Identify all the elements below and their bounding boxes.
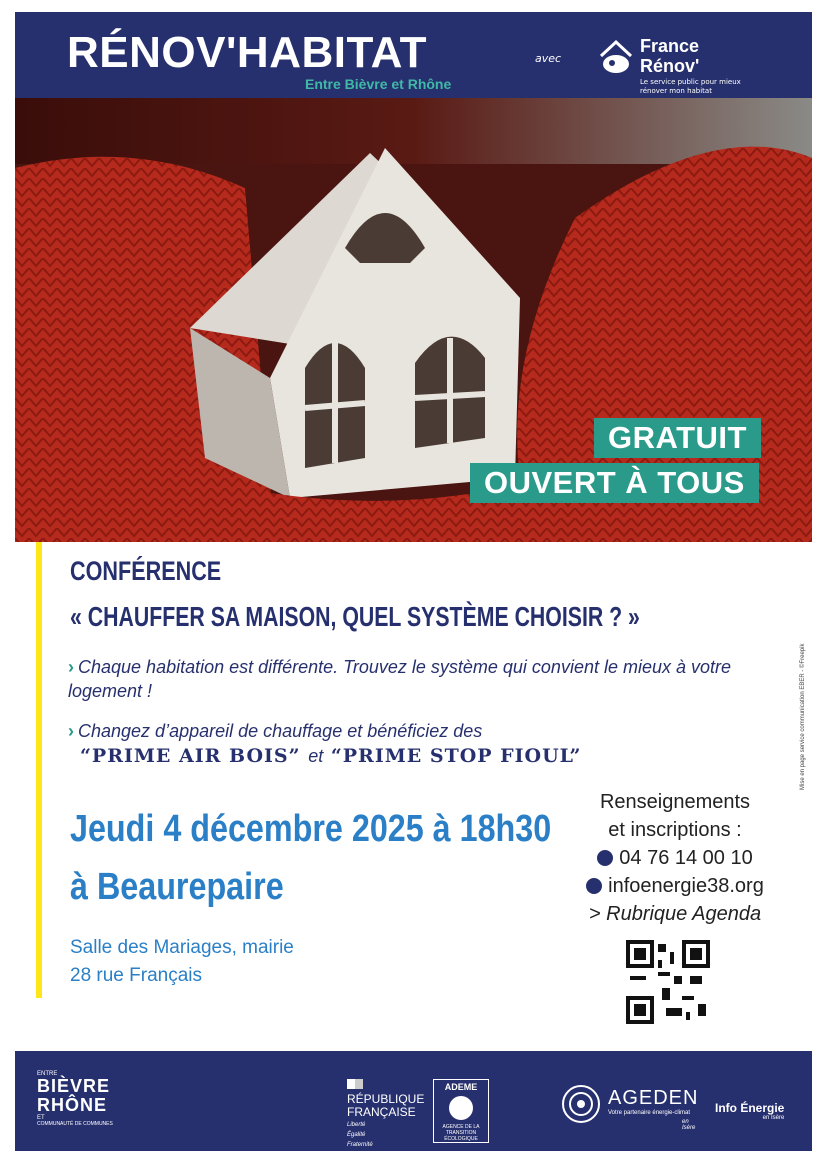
marianne-icon bbox=[347, 1079, 363, 1089]
chevron-right-icon: › bbox=[68, 721, 74, 741]
free-badge: GRATUIT bbox=[594, 418, 761, 458]
open-to-all-badge: OUVERT À TOUS bbox=[470, 463, 759, 503]
conference-title: « CHAUFFER SA MAISON, QUEL SYSTÈME CHOISIR ? » bbox=[70, 601, 640, 632]
event-venue: Salle des Mariages, mairie 28 rue Français bbox=[70, 937, 294, 986]
info-energie-logo: Info Énergie en Isère bbox=[715, 1101, 785, 1121]
chevron-right-icon: › bbox=[68, 657, 74, 677]
bullet-primes: › Changez d’appareil de chauffage et bénéficiez des bbox=[68, 721, 483, 741]
bullet-habitation: › Chaque habitation est différente. Trouvez le système qui convient le mieux à votre logement ! bbox=[68, 657, 732, 701]
france-renov-house-icon bbox=[595, 36, 637, 78]
swirl-icon bbox=[560, 1083, 602, 1125]
phone-icon bbox=[597, 850, 613, 866]
qr-code[interactable] bbox=[626, 940, 710, 1024]
avec-label: avec bbox=[535, 52, 562, 65]
info-heading-2: et inscriptions : bbox=[608, 819, 742, 841]
prime-air-bois: “PRIME AIR BOIS” bbox=[80, 745, 301, 767]
event-date: Jeudi 4 décembre 2025 à 18h30 bbox=[70, 808, 552, 850]
agenda-link[interactable]: > Rubrique Agenda bbox=[588, 903, 762, 925]
globe-icon bbox=[449, 1096, 473, 1120]
prime-stop-fioul: “PRIME STOP FIOUL” bbox=[330, 745, 582, 767]
phone-number[interactable]: 04 76 14 00 10 bbox=[619, 847, 753, 869]
primes-line bbox=[80, 745, 581, 767]
globe-icon bbox=[586, 878, 602, 894]
france-renov-name: France Rénov' bbox=[640, 36, 700, 76]
republique-francaise-logo: RÉPUBLIQUE FRANÇAISE Liberté Égalité Fraternité bbox=[347, 1079, 424, 1149]
ademe-logo: ADEME AGENCE DE LA TRANSITION ÉCOLOGIQUE bbox=[433, 1079, 489, 1143]
footer-banner: ENTRE BIÈVRE RHÔNE ET COMMUNAUTÉ DE COMMUNES RÉPUBLIQUE FRANÇAISE Liberté Égalité Fraternité ADEME AGENCE DE LA TRANSITION ÉCOLOGIQUE AGEDEN Votre partenaire énergie-climat en Isère Info Énergie en Isère bbox=[15, 1051, 812, 1151]
phone-row[interactable] bbox=[560, 844, 790, 872]
france-renov-tagline: Le service public pour mieux rénover mon habitat bbox=[640, 78, 741, 95]
conference-label: CONFÉRENCE bbox=[70, 556, 222, 586]
renov-habitat-logo: RÉNOV'HABITAT bbox=[67, 28, 427, 77]
website-row[interactable] bbox=[560, 872, 790, 900]
info-block bbox=[560, 788, 790, 928]
bievre-rhone-logo: ENTRE BIÈVRE RHÔNE ET COMMUNAUTÉ DE COMMUNES bbox=[37, 1071, 113, 1127]
renov-habitat-subtitle: Entre Bièvre et Rhône bbox=[305, 76, 452, 92]
event-place: à Beaurepaire bbox=[70, 866, 284, 908]
website-link[interactable]: infoenergie38.org bbox=[608, 875, 764, 897]
accent-bar bbox=[36, 542, 42, 998]
primes-et: et bbox=[308, 746, 324, 766]
credits-note: Mise en page service communication EBER - ©Freepik bbox=[800, 643, 806, 790]
info-heading-1: Renseignements bbox=[599, 791, 751, 813]
